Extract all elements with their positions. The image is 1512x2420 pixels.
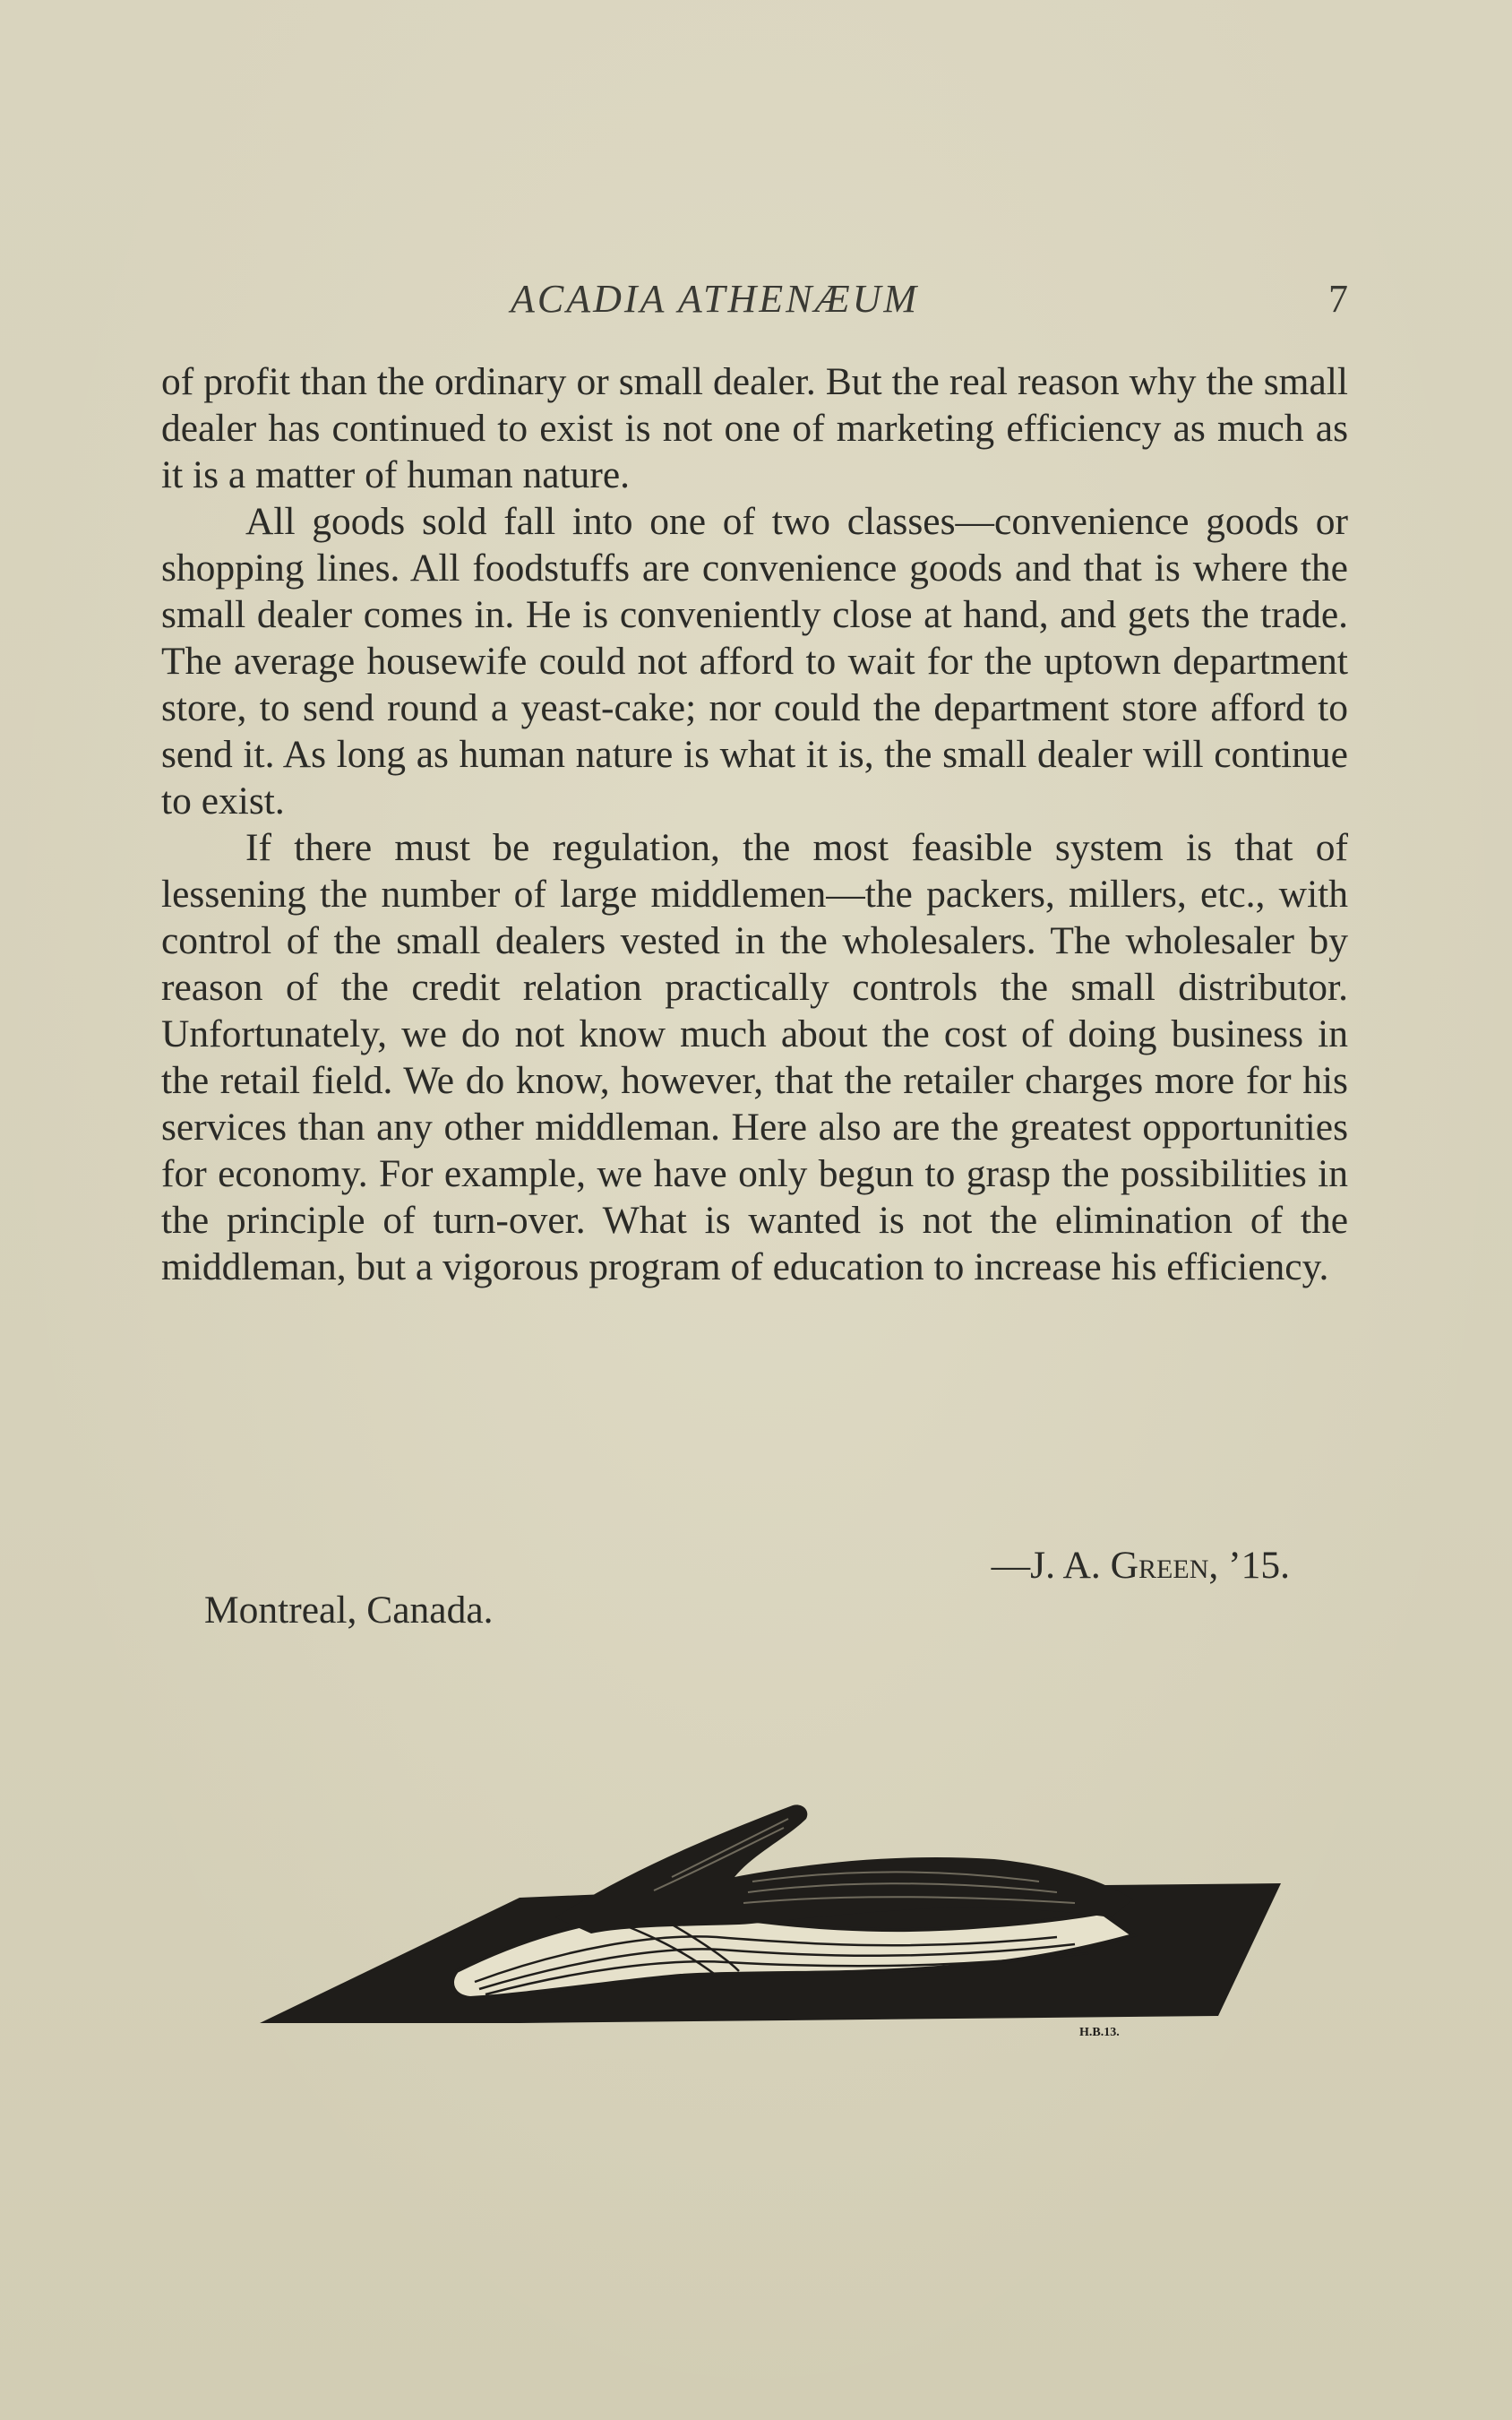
paragraph-3: If there must be regulation, the most feasible system is that of lessening the number of large middlemen—the packers, millers, etc., with control of the small dealers vested in the wholesalers. The wholesaler by reason of the credit relation practically controls the small distributor. Unfortunately, we do not know much about the cost of doing business in the retail field. We do know, however, that the retailer charges more for his services than any other middleman. Here also are the greatest opportunities for economy. For example, we have only begun to grasp the possibilities in the principle of turn-over. What is wanted is not the elimination of the middleman, but a vigorous program of education to increase his efficiency. [161, 826, 1348, 1288]
running-head [161, 276, 1348, 330]
signature-prefix: —J. A. [991, 1544, 1111, 1587]
signature-name: Green [1110, 1544, 1209, 1587]
artist-mark: H.B.13. [1079, 2026, 1120, 2039]
running-title: ACADIA ATHENÆUM [511, 277, 920, 321]
signature-suffix: , ’15. [1208, 1544, 1290, 1587]
paragraph-1: of profit than the ordinary or small dealer. But the real reason why the small dealer has continued to exist is not one of marketing efficiency as much as it is a matter of human nature. [161, 360, 1348, 496]
paragraph-2: All goods sold fall into one of two classes—convenience goods or shopping lines. All foodstuffs are convenience goods and that is where the small dealer comes in. He is conveniently close at hand, and gets the trade. The average housewife could not afford to wait for the uptown department store, to send round a yeast-cake; nor could the department store afford to send it. As long as human nature is what it is, the small dealer will continue to exist. [161, 500, 1348, 822]
author-signature [992, 1543, 1290, 1588]
article-body [161, 358, 1348, 1290]
open-book-illustration [251, 1792, 1290, 2043]
page-number: 7 [1328, 277, 1348, 321]
place-line: Montreal, Canada. [204, 1589, 494, 1632]
open-book-icon [251, 1792, 1290, 2043]
